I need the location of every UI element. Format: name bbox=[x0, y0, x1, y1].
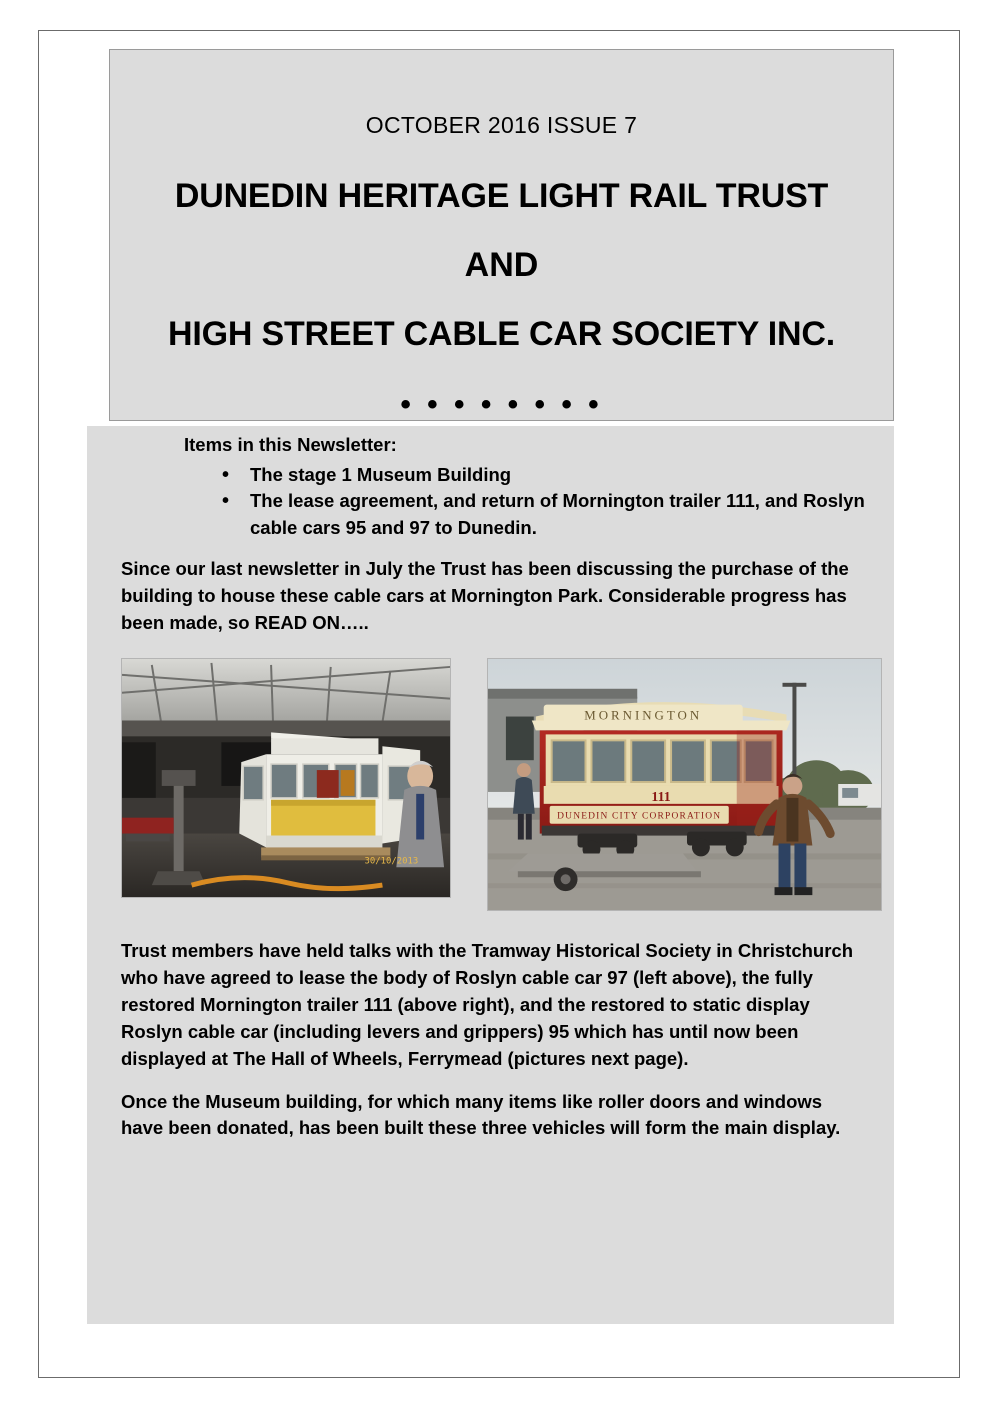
svg-text:DUNEDIN CITY CORPORATION: DUNEDIN CITY CORPORATION bbox=[557, 812, 722, 823]
body-text-after-photos bbox=[87, 920, 894, 1142]
body-paragraph-1: Since our last newsletter in July the Trust has been discussing the purchase of the building to house these cable cars at Mornington Park. Considerable progress has been made, so READ ON….. bbox=[121, 558, 849, 633]
contents-block bbox=[87, 426, 894, 551]
photo-mornington-trailer-111 bbox=[487, 658, 882, 911]
svg-text:30/10/2013: 30/10/2013 bbox=[364, 856, 419, 867]
photo-row bbox=[87, 658, 894, 920]
body-paragraph-2: Trust members have held talks with the Tramway Historical Society in Christchurch who have agreed to lease the body of Roslyn cable car 97 (left above), the fully restored Mornington trailer 111 (above right), and the restored to static display Roslyn cable car (including levers and grippers) 95 which has until now been displayed at The Hall of Wheels, Ferrymead (pictures next page). bbox=[121, 940, 854, 1069]
body-block bbox=[87, 542, 894, 1324]
masthead bbox=[109, 49, 894, 421]
photo-roslyn-cable-car-97-image bbox=[122, 659, 450, 897]
photo-mornington-trailer-111-image bbox=[488, 659, 881, 910]
body-paragraph-3: Once the Museum building, for which many items like roller doors and windows have been donated, has been built these three vehicles will form the main display. bbox=[121, 1090, 841, 1139]
issue-line: OCTOBER 2016 ISSUE 7 bbox=[365, 112, 638, 138]
list-item: • The lease agreement, and return of Mornington trailer 111, and Roslyn cable cars 95 and 97 to Dunedin. bbox=[222, 488, 890, 541]
page-title: DUNEDIN HERITAGE LIGHT RAIL TRUST bbox=[174, 177, 829, 215]
contents-heading: Items in this Newsletter: bbox=[184, 434, 397, 455]
page-subtitle: HIGH STREET CABLE CAR SOCIETY INC. bbox=[168, 315, 835, 353]
divider-dots: • • • • • • • • bbox=[400, 388, 603, 421]
svg-text:MORNINGTON: MORNINGTON bbox=[584, 707, 703, 723]
photo-roslyn-cable-car-97 bbox=[121, 658, 451, 898]
newsletter-page bbox=[38, 30, 960, 1378]
svg-text:111: 111 bbox=[651, 790, 671, 806]
title-conjunction: AND bbox=[464, 246, 539, 284]
contents-list bbox=[87, 462, 894, 541]
list-item: • The stage 1 Museum Building bbox=[222, 462, 890, 488]
